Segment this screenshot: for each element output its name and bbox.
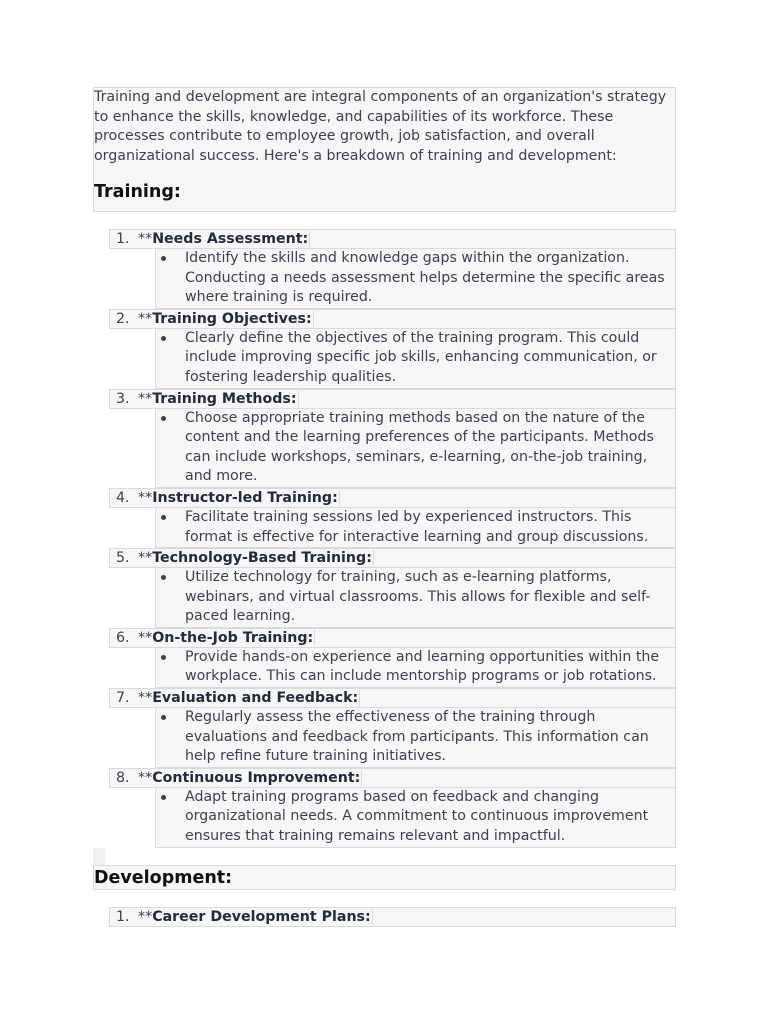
title-colon: : xyxy=(290,390,297,407)
list-number: 3. xyxy=(116,390,130,407)
list-item-heading xyxy=(109,309,676,329)
list-item-label xyxy=(152,909,373,925)
bold-title: Instructor-led Training xyxy=(152,489,333,506)
bold-title: Continuous Improvement xyxy=(152,769,355,786)
list-number: 7. xyxy=(116,690,130,707)
sub-bullet-text: Choose appropriate training methods based on the nature of the content and the learning preferences of the participants. Methods can include workshops, seminars, e-learning, on-the-job training, and more. xyxy=(185,409,654,485)
list-item-heading xyxy=(109,688,676,708)
list-number: 6. xyxy=(116,629,130,646)
markdown-prefix: ** xyxy=(138,489,153,506)
sub-bullet-text: Adapt training programs based on feedback and changing organizational needs. A commitment to continuous improvement ensures that training remains relevant and impactful. xyxy=(185,788,649,845)
intro-section xyxy=(93,87,676,212)
bullet-icon xyxy=(161,416,166,421)
title-colon: : xyxy=(302,230,309,247)
bullet-icon xyxy=(161,575,166,580)
list-item xyxy=(93,907,676,927)
list-item-label xyxy=(152,490,340,506)
list-item xyxy=(93,389,676,488)
bullet-icon xyxy=(161,256,166,261)
title-colon: : xyxy=(352,690,359,707)
list-item xyxy=(93,628,676,688)
training-heading: Training: xyxy=(94,182,181,203)
list-number: 1. xyxy=(116,230,130,247)
sub-bullet xyxy=(155,788,676,848)
spacer xyxy=(93,848,105,865)
list-item-label xyxy=(152,630,315,646)
training-list xyxy=(93,229,676,848)
list-item-label xyxy=(152,690,360,706)
sub-bullet xyxy=(155,508,676,548)
bullet-icon xyxy=(161,655,166,660)
markdown-prefix: ** xyxy=(138,230,153,247)
list-item-title xyxy=(138,310,314,328)
sub-bullet-text: Provide hands-on experience and learning opportunities within the workplace. This can include mentorship programs or job rotations. xyxy=(185,648,660,685)
bullet-icon xyxy=(161,715,166,720)
sub-bullet xyxy=(155,568,676,628)
sub-bullet xyxy=(155,708,676,768)
list-item-title xyxy=(138,689,360,707)
list-item-label xyxy=(152,231,310,247)
bold-title: Evaluation and Feedback xyxy=(152,690,353,707)
title-colon: : xyxy=(366,550,372,567)
title-colon: : xyxy=(305,310,312,327)
sub-bullet-text: Clearly define the objectives of the training program. This could include improving specific job skills, enhancing communication, or fostering leadership qualities. xyxy=(185,329,657,385)
list-item-title xyxy=(138,629,315,647)
bold-title: Training Objectives xyxy=(152,310,306,327)
list-item-heading xyxy=(109,229,676,249)
list-item xyxy=(93,688,676,768)
title-colon: : xyxy=(354,769,361,786)
intro-paragraph: Training and development are integral components of an organization's strategy to enhance the skills, knowledge, and capabilities of its workforce. These processes contribute to employee growth, job satisfaction, and overall organizational success. Here's a breakdown of training and development: xyxy=(94,89,667,164)
bold-title: On-the-Job Training xyxy=(152,629,308,646)
list-item xyxy=(93,488,676,548)
list-item xyxy=(93,309,676,389)
bold-title: Technology-Based Training xyxy=(152,550,367,567)
markdown-prefix: ** xyxy=(138,390,153,407)
markdown-prefix: ** xyxy=(138,629,153,646)
list-number: 2. xyxy=(116,310,130,327)
development-section xyxy=(93,865,676,890)
bold-title: Needs Assessment xyxy=(152,230,303,247)
sub-bullet xyxy=(155,409,676,488)
sub-bullet-text: Regularly assess the effectiveness of the training through evaluations and feedback from participants. This information can help refine future training initiatives. xyxy=(185,709,649,765)
list-item-title xyxy=(138,549,374,567)
list-item-heading xyxy=(109,548,676,568)
title-colon: : xyxy=(307,629,314,646)
markdown-prefix: ** xyxy=(138,550,153,567)
list-item-label xyxy=(152,550,374,566)
markdown-prefix: ** xyxy=(138,690,153,707)
sub-bullet xyxy=(155,249,676,309)
sub-bullet xyxy=(155,648,676,688)
list-item-title xyxy=(138,769,362,787)
markdown-prefix: ** xyxy=(138,908,153,925)
list-item-title xyxy=(138,230,310,248)
sub-bullet-text: Identify the skills and knowledge gaps within the organization. Conducting a needs assessment helps determine the specific areas where training is required. xyxy=(185,249,665,306)
list-item-heading xyxy=(109,628,676,648)
list-item-label xyxy=(152,770,362,786)
bold-title: Career Development Plans xyxy=(152,908,365,925)
document-page xyxy=(93,87,676,927)
bullet-icon xyxy=(161,336,166,341)
bullet-icon xyxy=(161,795,166,800)
title-colon: : xyxy=(332,489,338,506)
markdown-prefix: ** xyxy=(138,769,153,786)
markdown-prefix: ** xyxy=(138,310,153,327)
sub-bullet-text: Utilize technology for training, such as e-learning platforms, webinars, and virtual classrooms. This allows for flexible and self-paced learning. xyxy=(185,569,651,625)
list-number: 1. xyxy=(116,908,130,925)
bold-title: Training Methods xyxy=(152,390,291,407)
development-list xyxy=(93,907,676,927)
title-colon: : xyxy=(365,908,371,925)
list-number: 4. xyxy=(116,489,130,506)
sub-bullet-text: Facilitate training sessions led by experienced instructors. This format is effective for interactive learning and group discussions. xyxy=(185,508,649,545)
list-item-title xyxy=(138,908,373,926)
list-item-label xyxy=(152,311,313,327)
list-item-label xyxy=(152,391,298,407)
list-item xyxy=(93,548,676,628)
list-number: 8. xyxy=(116,769,130,786)
list-number: 5. xyxy=(116,550,130,567)
list-item-title xyxy=(138,489,340,507)
list-item-heading xyxy=(109,488,676,508)
list-item-heading xyxy=(109,389,676,409)
sub-bullet xyxy=(155,329,676,389)
list-item-heading xyxy=(109,768,676,788)
list-item xyxy=(93,768,676,848)
list-item xyxy=(93,229,676,309)
development-heading: Development: xyxy=(94,867,233,888)
list-item-heading xyxy=(109,907,676,927)
list-item-title xyxy=(138,390,299,408)
bullet-icon xyxy=(161,515,166,520)
